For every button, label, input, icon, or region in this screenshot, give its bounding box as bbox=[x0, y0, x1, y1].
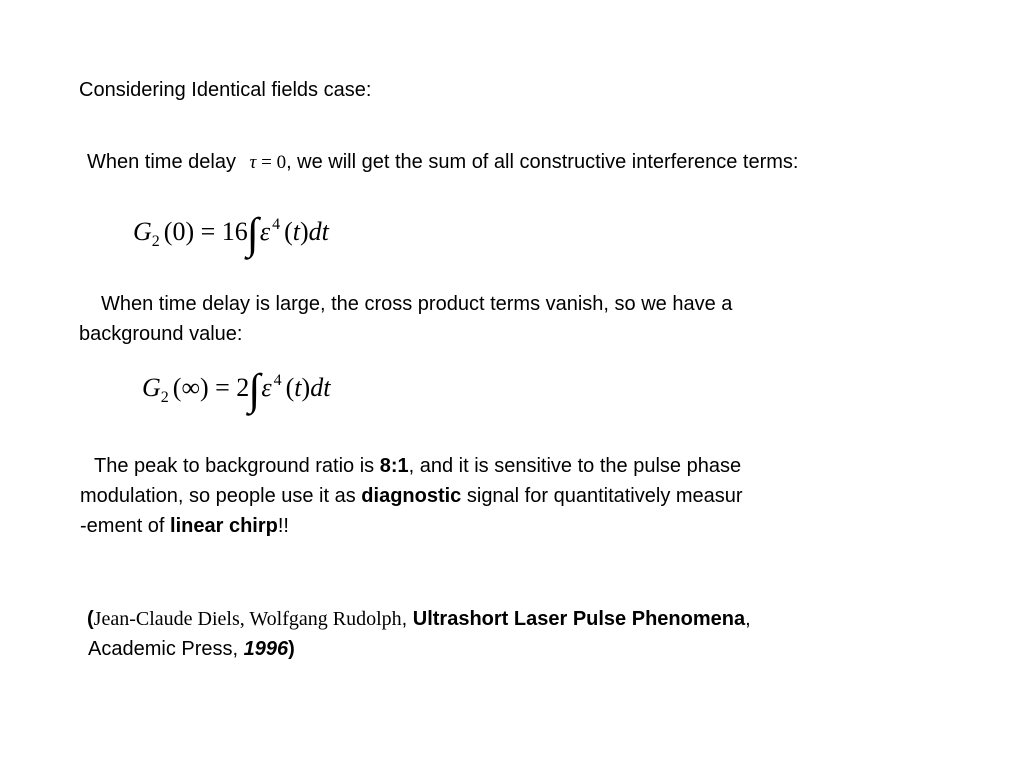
g-subscript: 2 bbox=[151, 233, 160, 250]
reference-publisher: Academic Press, bbox=[88, 638, 244, 660]
ratio-value: 8:1 bbox=[379, 455, 409, 477]
equation-rhs: = 2 bbox=[208, 373, 250, 402]
paren-open: ( bbox=[284, 217, 293, 246]
reference-close-paren: ) bbox=[288, 638, 295, 660]
equation-rhs: = 16 bbox=[194, 217, 248, 246]
equation-g2-infinity bbox=[142, 364, 330, 415]
reference-line2 bbox=[88, 634, 295, 664]
paren-open: ( bbox=[285, 373, 295, 402]
g-symbol: G bbox=[142, 373, 161, 402]
epsilon-power: 4 bbox=[272, 216, 281, 233]
integral-sign: ∫ bbox=[246, 209, 259, 258]
heading: Considering Identical fields case: bbox=[79, 79, 372, 101]
ratio-line1-pre: The peak to background ratio is bbox=[94, 455, 380, 477]
linear-chirp-term: linear chirp bbox=[170, 515, 278, 537]
equation-g2-zero bbox=[133, 208, 329, 259]
ratio-line2-post: signal for quantitatively measur bbox=[461, 485, 743, 507]
zero-delay-suffix: , we will get the sum of all constructive interference terms: bbox=[286, 151, 799, 173]
g-argument: (∞) bbox=[172, 373, 209, 402]
epsilon-symbol: ε bbox=[261, 373, 272, 402]
reference-line1 bbox=[87, 604, 751, 634]
ratio-line1-post: , and it is sensitive to the pulse phase bbox=[408, 455, 742, 477]
large-delay-line2: background value: bbox=[79, 323, 243, 345]
dt-differential: dt bbox=[308, 217, 329, 246]
reference-comma: , bbox=[401, 608, 413, 630]
zero-delay-text bbox=[87, 147, 798, 178]
ratio-line1 bbox=[94, 451, 741, 481]
diagnostic-term: diagnostic bbox=[361, 485, 462, 507]
large-delay-line1: When time delay is large, the cross product terms vanish, so we have a bbox=[101, 293, 733, 315]
reference-book-title: Ultrashort Laser Pulse Phenomena bbox=[412, 608, 746, 630]
g-subscript: 2 bbox=[160, 389, 169, 406]
integral-sign: ∫ bbox=[248, 365, 261, 414]
epsilon-symbol: ε bbox=[259, 217, 271, 246]
tau-value: 0 bbox=[276, 152, 287, 173]
tau-equation bbox=[250, 152, 287, 173]
ratio-line3-post: !! bbox=[277, 515, 289, 537]
ratio-line3-pre: -ement of bbox=[80, 515, 171, 537]
g-argument: (0) bbox=[163, 217, 195, 246]
tau-symbol: τ bbox=[249, 152, 257, 173]
reference-authors: Jean-Claude Diels, Wolfgang Rudolph bbox=[93, 608, 402, 630]
ratio-line2 bbox=[80, 481, 743, 511]
ratio-line2-pre: modulation, so people use it as bbox=[80, 485, 362, 507]
tau-equals: = bbox=[256, 152, 277, 173]
epsilon-power: 4 bbox=[273, 372, 282, 389]
paren-close: ) bbox=[301, 373, 311, 402]
reference-year: 1996 bbox=[243, 638, 289, 660]
dt-differential: dt bbox=[310, 373, 331, 402]
zero-delay-prefix: When time delay bbox=[87, 151, 236, 173]
reference-comma-2: , bbox=[745, 608, 751, 630]
t-variable: t bbox=[292, 217, 300, 246]
reference-open-paren: ( bbox=[87, 608, 94, 630]
g-symbol: G bbox=[133, 217, 152, 246]
paren-close: ) bbox=[300, 217, 309, 246]
t-variable: t bbox=[294, 373, 302, 402]
ratio-line3 bbox=[80, 511, 289, 541]
